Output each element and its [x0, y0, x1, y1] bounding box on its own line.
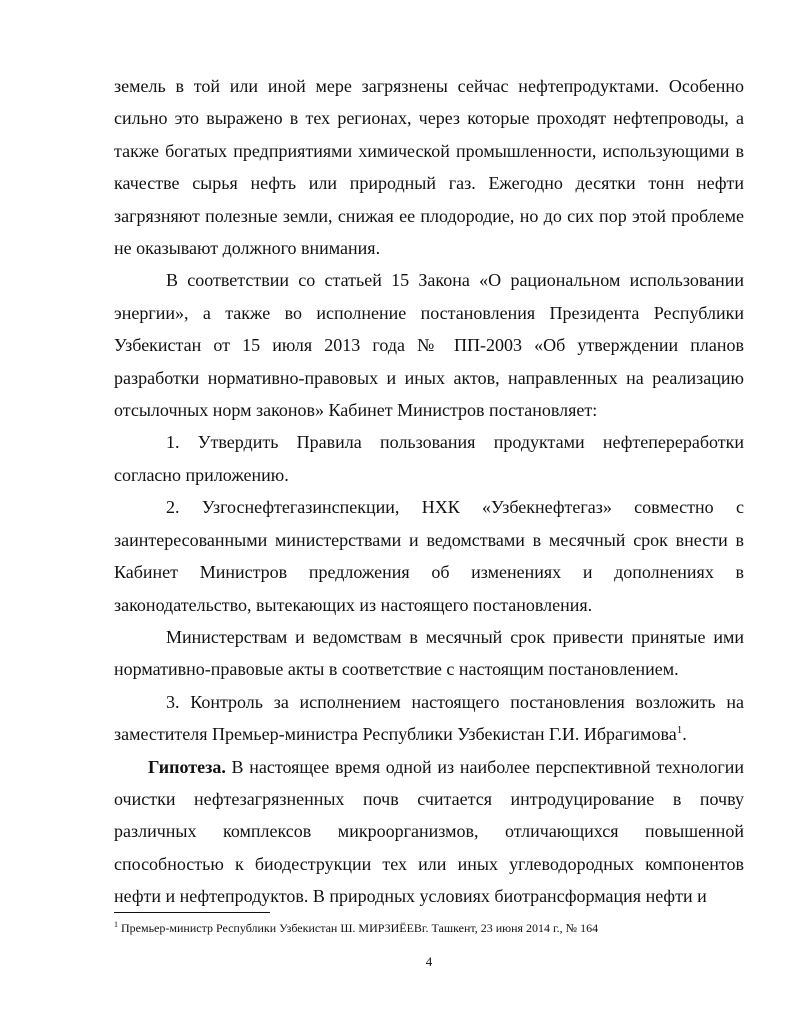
list-item-3-text: 3. Контроль за исполнением настоящего постановления возложить на заместителя Премьер-министра Республики Узбекистан Г.И. Ибрагимова: [114, 691, 744, 745]
body-text: [114, 70, 744, 913]
footnote-separator: [114, 912, 270, 913]
paragraph-continuation: земель в той или иной мере загрязнены сейчас нефтепродуктами. Особенно сильно это выражено в тех регионах, через которые проходят нефтепроводы, а также богатых предприятиями химической промышленности, использующими в качестве сырья нефть или природный газ. Ежегодно десятки тонн нефти загрязняют полезные земли, снижая ее плодородие, но до сих пор этой проблеме не оказывают должного внимания.: [114, 76, 744, 259]
footnote-marker: 1: [114, 920, 118, 929]
footnote-text: Премьер-министр Республики Узбекистан Ш. МИРЗИЁЕВг. Ташкент, 23 июня 2014 г., № 164: [118, 921, 599, 935]
paragraph-hypothesis: [114, 751, 744, 913]
page-number: 4: [425, 954, 433, 969]
list-item-1: 1. Утвердить Правила пользования продуктами нефтепереработки согласно приложению.: [114, 432, 744, 485]
list-item-3: [114, 686, 744, 751]
hypothesis-label: Гипотеза.: [148, 756, 226, 777]
hypothesis-text: В настоящее время одной из наиболее перспективной технологии очистки нефтезагрязненных почв считается интродуцирование в почву различных комплексов микроорганизмов, отличающихся повышенной способностью к биодеструкции тех или иных углеводородных компонентов нефти и нефтепродуктов. В природных условиях биотрансформация нефти и: [114, 756, 744, 907]
list-item-2: 2. Узгоснефтегазинспекции, НХК «Узбекнефтегаз» совместно с заинтересованными министерствами и ведомствами в месячный срок внести в Кабинет Министров предложения об изменениях и дополнениях в законодательство, вытекающих из настоящего постановления.: [114, 497, 744, 615]
list-item-3-period: .: [682, 724, 687, 745]
footnote: [114, 920, 744, 936]
paragraph-resolution-intro: В соответствии со статьей 15 Закона «О рациональном использовании энергии», а также во исполнение постановления Президента Республики Узбекистан от 15 июля 2013 года № ПП-2003 «Об утверждении планов разработки нормативно-правовых и иных актов, направленных на реализацию отсылочных норм законов» Кабинет Министров постановляет:: [114, 270, 744, 421]
paragraph-ministries: Министерствам и ведомствам в месячный срок привести принятые ими нормативно-правовые акты в соответствие с настоящим постановлением.: [114, 626, 744, 680]
footnote-reference[interactable]: 1: [676, 724, 683, 737]
